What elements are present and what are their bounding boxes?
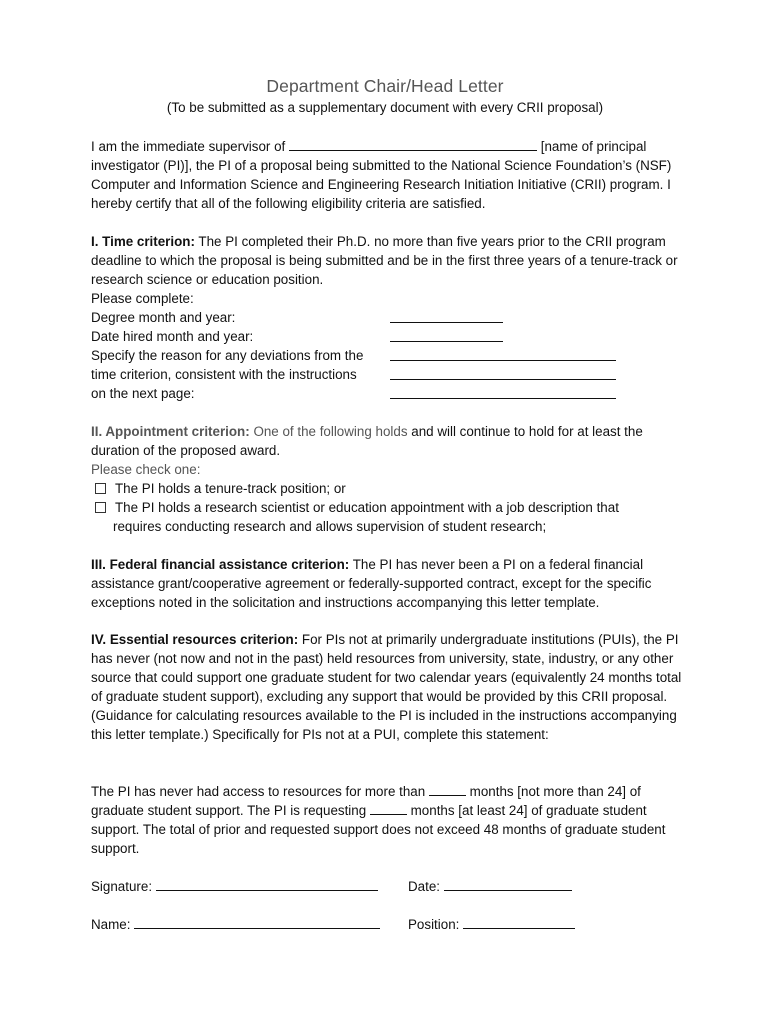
resources-criterion-section	[91, 630, 691, 744]
reason-field-line1[interactable]	[390, 360, 616, 361]
appointment-criterion-section	[91, 422, 691, 479]
reason-label-line3: on the next page:	[91, 386, 195, 401]
pi-name-field[interactable]	[289, 137, 537, 151]
position-label: Position:	[408, 917, 460, 932]
option-research-scientist[interactable]	[95, 498, 695, 517]
page-subtitle: (To be submitted as a supplementary document with every CRII proposal)	[166, 100, 604, 115]
hired-label: Date hired month and year:	[91, 329, 254, 344]
intro-text-start: I am the immediate supervisor of	[91, 139, 286, 154]
signature-field[interactable]	[156, 877, 378, 891]
option2-continuation	[113, 517, 713, 536]
name-row	[91, 915, 380, 934]
position-row	[408, 915, 575, 934]
please-check-label: Please check one:	[91, 462, 201, 477]
option-tenure-track[interactable]	[95, 479, 695, 498]
appointment-criterion-heading: II. Appointment criterion:	[91, 424, 250, 439]
federal-criterion-text: The PI has never been a PI on a federal financial assistance grant/cooperative agreement or federally-supported contract, except for the specific exceptions noted in the solicitation and instructions accompanying this letter template.	[91, 557, 652, 610]
statement-text-2: months [not more than 24] of graduate student support. The PI is requesting	[91, 784, 641, 818]
signature-row	[91, 877, 378, 896]
requested-months-field[interactable]	[370, 801, 407, 815]
research-scientist-checkbox[interactable]	[95, 502, 106, 513]
time-criterion-section	[91, 232, 691, 403]
statement-paragraph	[91, 782, 691, 858]
appointment-text-rest: and will continue to hold for at least the duration of the proposed award.	[91, 424, 643, 458]
resources-criterion-heading: IV. Essential resources criterion:	[91, 632, 299, 647]
degree-label: Degree month and year:	[91, 310, 236, 325]
date-row	[408, 877, 572, 896]
time-criterion-text: The PI completed their Ph.D. no more than five years prior to the CRII program deadline to which the proposal is being submitted and be in the first three years of a tenure-track or research science or education position.	[91, 234, 678, 287]
prior-months-field[interactable]	[429, 782, 466, 796]
intro-text-bracket: [name of principal	[540, 139, 647, 154]
reason-label-line1: Specify the reason for any deviations from the	[91, 348, 364, 363]
time-criterion-heading: I. Time criterion:	[91, 234, 195, 249]
name-field[interactable]	[134, 915, 380, 929]
federal-criterion-heading: III. Federal financial assistance criterion:	[91, 557, 350, 572]
hired-date-field[interactable]	[390, 341, 503, 342]
signature-label: Signature:	[91, 879, 153, 894]
intro-text-rest: investigator (PI)], the PI of a proposal being submitted to the National Science Foundation’s (NSF) Computer and Information Science and Engineering Research Initiation Initiative (CRII) program. I hereby certify that all of the following eligibility criteria are satisfied.	[91, 158, 672, 211]
date-label: Date:	[408, 879, 441, 894]
position-field[interactable]	[463, 915, 575, 929]
date-field[interactable]	[444, 877, 572, 891]
reason-field-line2[interactable]	[390, 379, 616, 380]
reason-label-line2: time criterion, consistent with the instructions	[91, 367, 357, 382]
option1-label: The PI holds a tenure-track position; or	[115, 481, 346, 496]
degree-date-field[interactable]	[390, 322, 503, 323]
appointment-text-grey: One of the following holds	[253, 424, 408, 439]
option2-label-line2: requires conducting research and allows supervision of student research;	[113, 519, 547, 534]
resources-criterion-text: For PIs not at primarily undergraduate institutions (PUIs), the PI has never (not now and not in the past) held resources from university, state, industry, or any other source that could support one graduate student for two calendar years (equivalently 24 months total of graduate student support), excluding any support that would be provided by this CRII proposal. (Guidance for calculating resources available to the PI is included in the instructions accompanying this letter template.) Specifically for PIs not at a PUI, complete this statement:	[91, 632, 682, 742]
reason-field-line3[interactable]	[390, 398, 616, 399]
option2-label-line1: The PI holds a research scientist or education appointment with a job description that	[115, 500, 619, 515]
statement-text-3: months [at least 24] of graduate student support. The total of prior and requested support does not exceed 48 months of graduate student support.	[91, 803, 666, 856]
please-complete-label: Please complete:	[91, 291, 194, 306]
page-title: Department Chair/Head Letter	[266, 76, 504, 96]
statement-text-1: The PI has never had access to resources for more than	[91, 784, 426, 799]
tenure-track-checkbox[interactable]	[95, 483, 106, 494]
name-label: Name:	[91, 917, 131, 932]
federal-criterion-section	[91, 555, 691, 612]
intro-paragraph	[91, 137, 691, 213]
